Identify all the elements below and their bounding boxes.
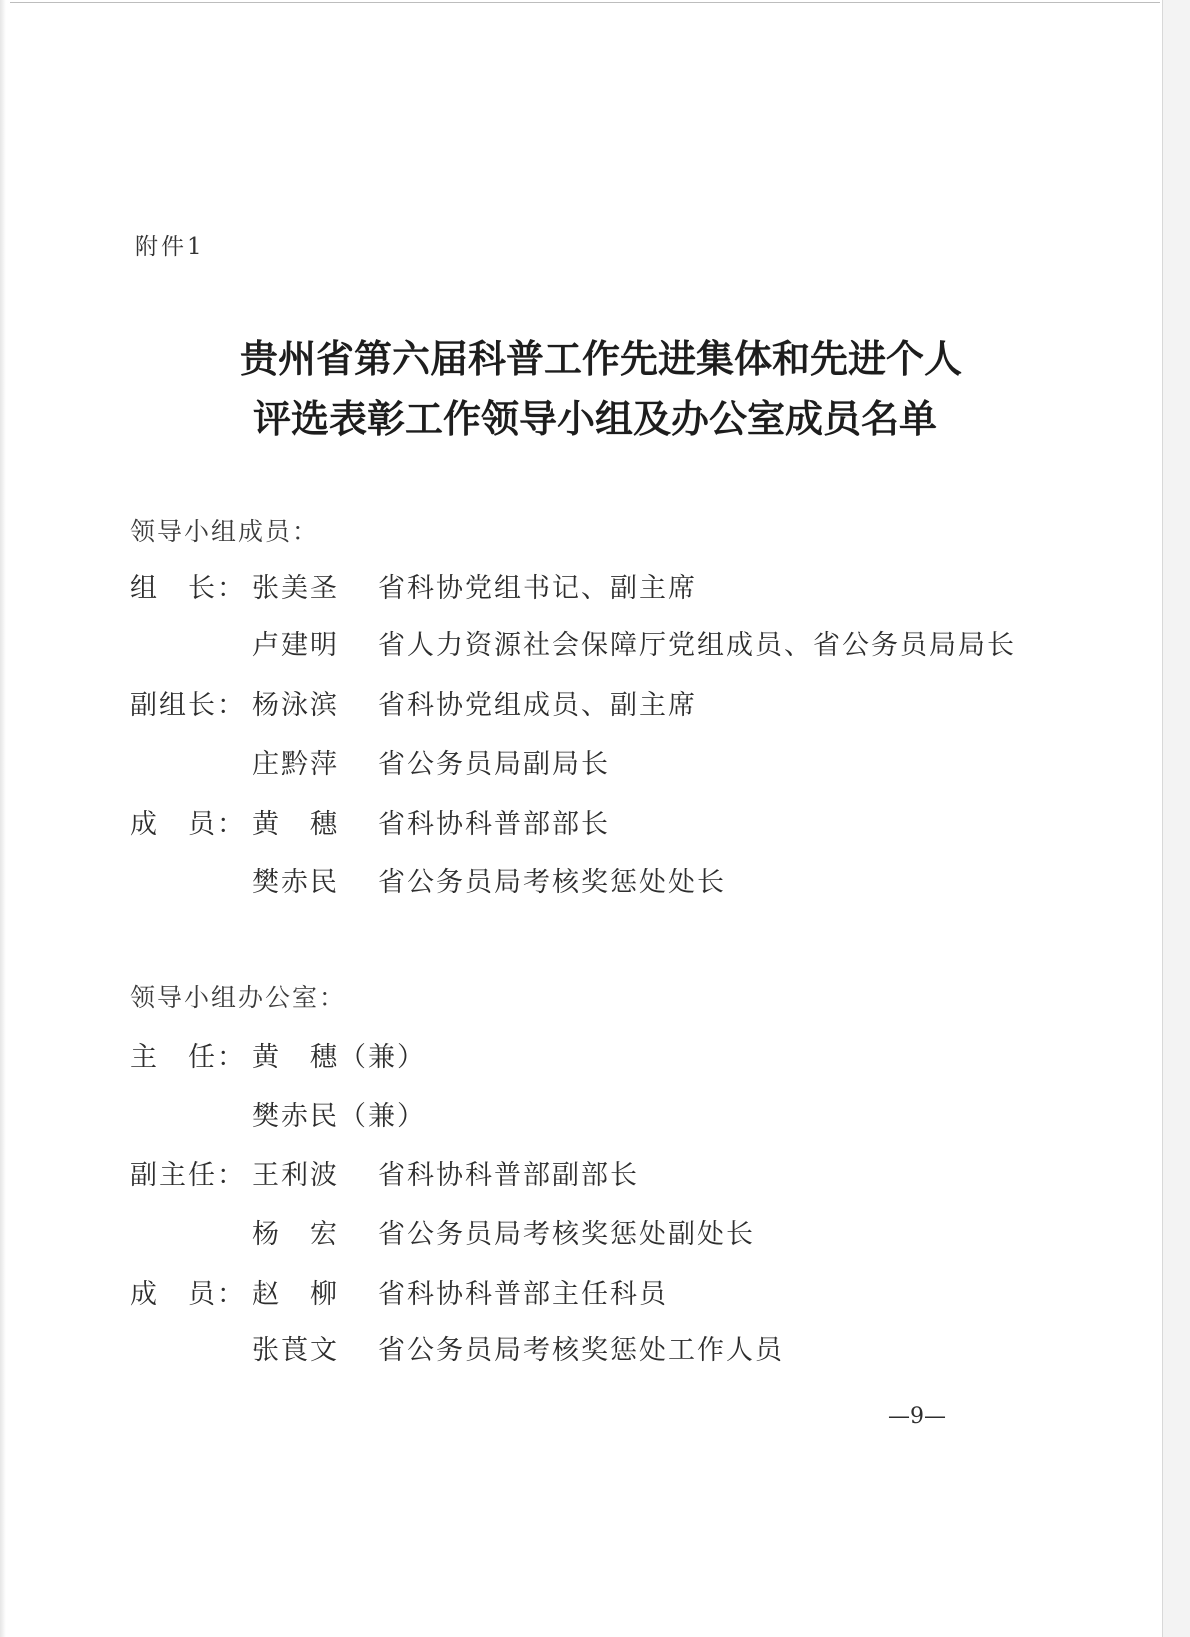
member-name: 王利波 — [252, 1160, 339, 1191]
member-position: 省科协党组成员、副主席 — [378, 690, 697, 721]
member-name: 黄 穗（兼） — [252, 1042, 426, 1073]
office-heading: 领导小组办公室： — [130, 983, 347, 1012]
document-title-line-2: 评选表彰工作领导小组及办公室成员名单 — [252, 396, 937, 441]
member-position: 省公务员局副局长 — [378, 749, 610, 780]
member-name: 樊赤民 — [252, 867, 339, 898]
leading-group-heading: 领导小组成员： — [130, 517, 320, 546]
page-number: —9— — [888, 1404, 946, 1429]
member-name: 樊赤民（兼） — [252, 1101, 426, 1132]
role-label: 组 长： — [130, 573, 246, 604]
member-name: 赵 柳 — [252, 1279, 339, 1310]
member-name: 黄 穗 — [252, 809, 339, 840]
role-label: 成 员： — [130, 809, 246, 840]
role-label: 副主任： — [130, 1160, 246, 1191]
scan-shadow — [0, 0, 6, 1637]
attachment-label: 附件1 — [135, 234, 205, 260]
member-position: 省科协科普部主任科员 — [378, 1279, 668, 1310]
member-name: 杨泳滨 — [252, 690, 339, 721]
member-name: 张莨文 — [252, 1335, 339, 1366]
role-label: 副组长： — [130, 690, 246, 721]
member-position: 省科协科普部部长 — [378, 809, 610, 840]
member-name: 庄黔萍 — [252, 749, 339, 780]
member-position: 省科协党组书记、副主席 — [378, 573, 697, 604]
member-position: 省科协科普部副部长 — [378, 1160, 639, 1191]
member-name: 卢建明 — [252, 630, 339, 661]
member-position: 省人力资源社会保障厅党组成员、省公务员局局长 — [378, 630, 1016, 661]
role-label: 成 员： — [130, 1279, 246, 1310]
role-label: 主 任： — [130, 1042, 246, 1073]
member-name: 杨 宏 — [252, 1219, 339, 1250]
document-title-line-1: 贵州省第六届科普工作先进集体和先进个人 — [239, 336, 962, 381]
page-top-edge — [10, 2, 1160, 3]
member-name: 张美圣 — [252, 573, 339, 604]
member-position: 省公务员局考核奖惩处副处长 — [378, 1219, 755, 1250]
member-position: 省公务员局考核奖惩处工作人员 — [378, 1335, 784, 1366]
member-position: 省公务员局考核奖惩处处长 — [378, 867, 726, 898]
